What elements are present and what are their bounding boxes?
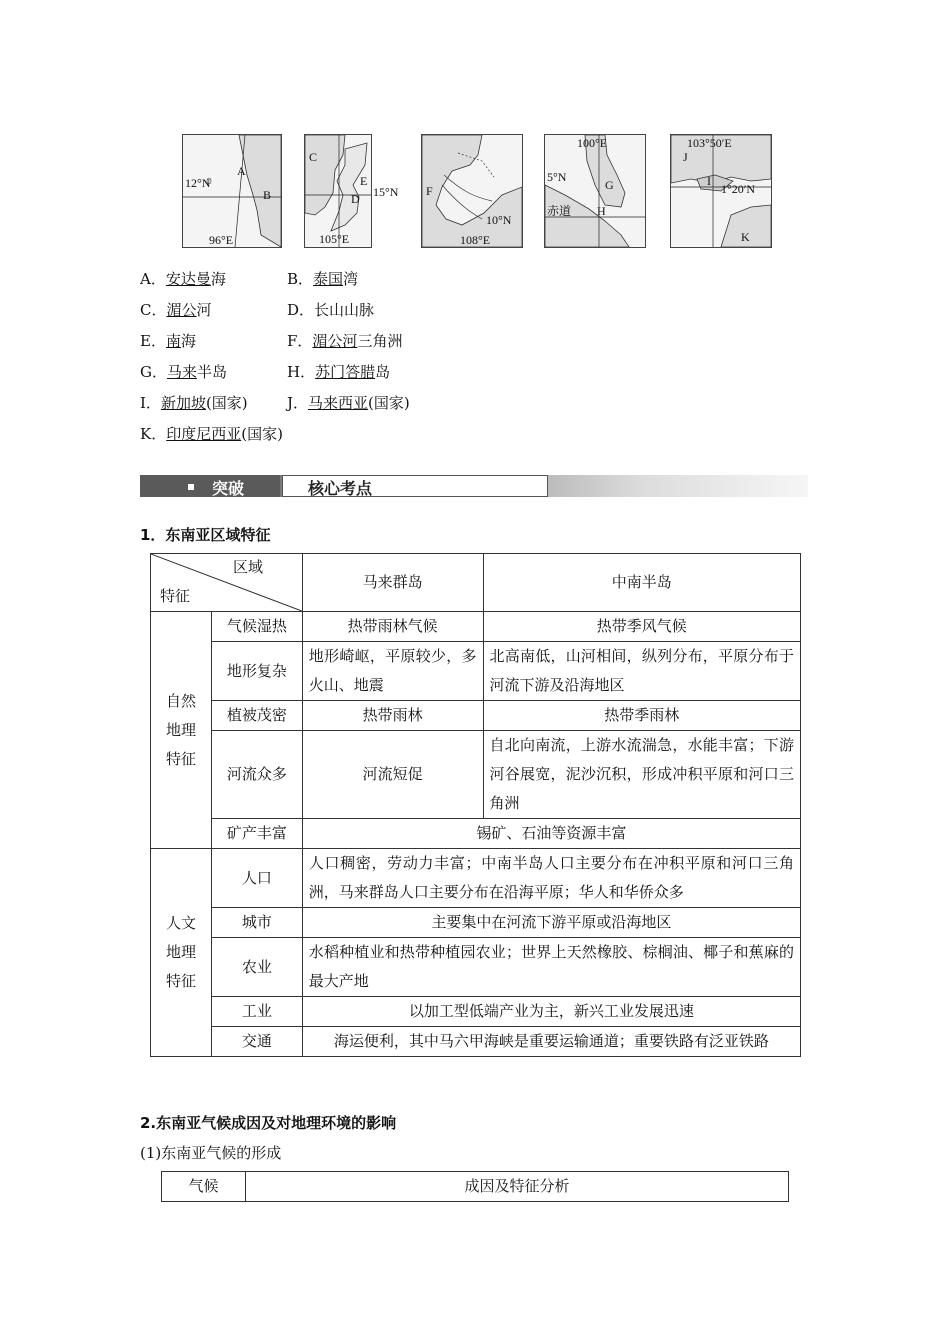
answer-row [140,423,540,454]
table-cell: 地形崎岖，平原较少，多火山、地震 [302,642,483,701]
map-label: F [426,184,433,198]
answer-place: 新加坡 [160,394,206,412]
answer-item [287,361,390,382]
answer-item [287,330,402,351]
map-label: E [360,174,368,188]
answer-suffix: 半岛 [197,363,228,381]
southeast-asia-features-table [150,553,801,1057]
square-bullet-icon [188,484,194,490]
table-cell: 河流短促 [302,731,483,819]
answer-suffix: 河 [196,301,212,319]
answer-letter: K． [140,425,167,443]
group-human [151,849,212,1057]
answer-letter: A． [140,270,166,288]
table-row [151,938,801,997]
answer-suffix: 三角洲 [357,332,403,350]
answer-row [140,330,540,361]
group-natural [151,612,212,849]
table-cell: 主要集中在河流下游平原或沿海地区 [302,908,800,938]
group-label-line: 人文 [165,914,196,932]
answer-suffix: 岛 [375,363,391,381]
answer-item [140,392,248,413]
map-label: 96°E [209,233,234,247]
answer-suffix: (国家) [205,394,248,412]
group-label-line: 特征 [165,749,196,768]
map-label: 1°20′N [721,182,756,196]
answer-letter: C． [140,301,167,319]
table-cell: 自北向南流，上游水流湍急，水能丰富；下游河谷展宽，泥沙沉积，形成冲积平原和河口三角洲 [483,731,800,819]
map-label: D [351,192,360,206]
group-label-line: 特征 [165,972,196,990]
map-label: C [309,150,318,164]
answer-item [287,392,410,413]
row-label: 矿产丰富 [211,819,302,849]
banner-right-label: 核心考点 [308,479,373,498]
map-label: H [597,204,606,218]
answer-letter: H． [287,363,316,381]
col-header-analysis: 成因及特征分析 [246,1172,789,1202]
answer-place: 马来西亚 [308,394,369,412]
answer-suffix: (国家) [241,425,283,443]
map-label: 103°50′E [687,136,732,150]
table-row [151,908,801,938]
table-cell: 热带季雨林 [483,701,800,731]
answer-suffix: 湾 [343,270,359,288]
table-cell: 水稻种植业和热带种植园农业；世界上天然橡胶、棕榈油、椰子和蕉麻的最大产地 [302,938,800,997]
map-label: 10°N [486,213,512,227]
answer-suffix: 海 [180,332,196,350]
answer-letter: G． [140,363,167,381]
row-label: 交通 [211,1027,302,1057]
answer-item [140,268,226,289]
map-outside-label [372,180,412,200]
map-singapore [670,134,772,248]
subsection-title: (1)东南亚气候的形成 [140,1144,282,1162]
table-row [151,997,801,1027]
banner-left-label: 突破 [212,479,245,498]
table-row [151,642,801,701]
row-label: 地形复杂 [211,642,302,701]
answer-place: 湄公 [166,301,197,319]
map-label: I [707,174,711,188]
banner-dark-block [140,475,280,497]
col-header-malay-archipelago: 马来群岛 [302,554,483,612]
map-malay-peninsula [544,134,646,248]
row-label: 城市 [211,908,302,938]
table-cell: 以加工型低端产业为主，新兴工业发展迅速 [302,997,800,1027]
map-mekong-delta [421,134,523,248]
section-2-title: 2.东南亚气候成因及对地理环境的影响 [140,1114,397,1132]
answer-row [140,361,540,392]
answer-item [287,268,358,289]
climate-formation-table [161,1171,789,1202]
answer-item [140,423,283,444]
answer-place: 印度尼西亚 [166,425,242,443]
answer-place: 泰国 [313,270,344,288]
answer-suffix: 长山山脉 [314,301,375,319]
table-cell: 锡矿、石油等资源丰富 [302,819,800,849]
row-label: 气候湿热 [211,612,302,642]
answer-list [140,268,540,454]
table-row [151,554,801,612]
answer-letter: J． [287,394,309,412]
table-cell: 热带雨林气候 [302,612,483,642]
col-header-climate: 气候 [162,1172,246,1202]
header-feature: 特征 [160,587,191,605]
map-label: 5°N [547,170,567,184]
map-label: 105°E [319,232,350,246]
answer-letter: I． [140,394,161,412]
answer-place: 南 [165,332,181,350]
diagonal-header-cell [151,554,303,612]
group-label-line: 地理 [165,720,196,739]
answer-letter: B． [287,270,314,288]
map-label: G [605,178,614,192]
col-header-indochina: 中南半岛 [483,554,800,612]
row-label: 农业 [211,938,302,997]
answer-suffix: (国家) [368,394,410,412]
answer-item [140,330,196,351]
row-label: 植被茂密 [211,701,302,731]
answer-row [140,268,540,299]
group-label-line: 地理 [165,943,196,961]
section-1-title: 1．东南亚区域特征 [140,526,271,544]
map-label: 赤道 [547,204,572,218]
table-cell: 北高南低，山河相间，纵列分布，平原分布于河流下游及沿海地区 [483,642,800,701]
section-banner [140,473,808,499]
answer-letter: F． [287,332,313,350]
table-cell: 人口稠密，劳动力丰富；中南半岛人口主要分布在冲积平原和河口三角洲，马来群岛人口主要分布在沿海平原；华人和华侨众多 [302,849,800,908]
table-row [151,701,801,731]
answer-place: 苏门答腊 [315,363,376,381]
map-label: 12°N [185,176,211,190]
header-region: 区域 [233,558,264,576]
row-label: 人口 [211,849,302,908]
map-label: 15°N [373,185,399,199]
table-row [151,849,801,908]
table-row [151,612,801,642]
map-label: J [683,150,688,164]
table-cell: 热带雨林 [302,701,483,731]
answer-place: 马来 [166,363,197,381]
table-cell: 热带季风气候 [483,612,800,642]
answer-place: 安达曼 [165,270,211,288]
group-label-line: 自然 [165,691,196,710]
table-row [151,1027,801,1057]
answer-row [140,392,540,423]
answer-item [140,361,227,382]
answer-place: 湄公河 [312,332,358,350]
answer-letter: E． [140,332,166,350]
answer-suffix: 海 [210,270,226,288]
map-label: K [741,230,750,244]
row-label: 工业 [211,997,302,1027]
table-row [151,731,801,819]
map-label: A [237,164,246,178]
row-label: 河流众多 [211,731,302,819]
map-andaman [182,134,282,248]
map-label: 100°E [577,136,608,150]
map-label: 108°E [460,233,491,247]
map-label: B [263,188,272,202]
answer-letter: D． [287,301,315,319]
answer-item [140,299,212,320]
table-cell: 海运便利，其中马六甲海峡是重要运输通道；重要铁路有泛亚铁路 [302,1027,800,1057]
table-row [151,819,801,849]
answer-row [140,299,540,330]
answer-item [287,299,374,320]
map-indochina [304,134,372,248]
table-row [162,1172,789,1202]
map-strip [0,134,950,248]
